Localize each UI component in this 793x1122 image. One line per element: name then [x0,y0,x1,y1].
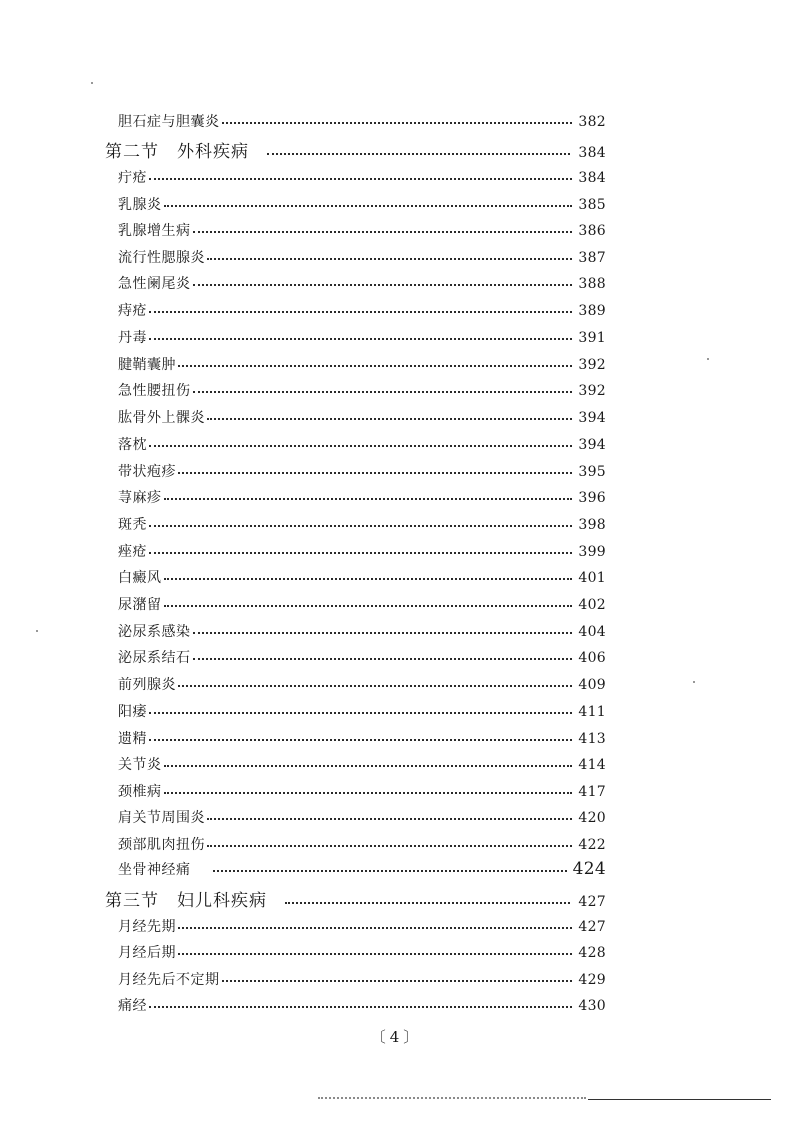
dot-leader [149,996,572,1008]
scan-speck [36,630,38,632]
dot-leader [193,274,573,286]
toc-entry [118,754,606,774]
toc-entry [118,354,606,374]
toc-entry-title: 带状疱疹 [118,464,176,480]
toc-entry [118,995,606,1015]
toc-entry [118,407,606,427]
toc-entry-title: 痔疮 [118,303,147,319]
dot-leader [267,143,570,155]
toc-entry-title: 颈部肌肉扭伤 [118,837,205,853]
toc-entry [118,728,606,748]
dot-leader [149,301,572,313]
dot-leader [149,702,572,714]
toc-entry-title: 丹毒 [118,330,147,346]
toc-entry-page: 401 [578,570,606,586]
toc-section-heading [105,886,606,911]
dot-leader [193,221,573,233]
section-heading-title [105,886,267,911]
toc-entry-title: 关节炎 [118,757,162,773]
dot-leader [149,168,572,180]
toc-entry-page: 384 [578,170,606,186]
dot-leader [285,892,570,904]
dot-leader [164,755,573,767]
dot-leader [213,860,567,872]
toc-entry [118,942,606,962]
toc-entry-page: 422 [578,837,606,853]
toc-entry-page: 388 [578,276,606,292]
toc-entry-title: 乳腺增生病 [118,223,191,239]
dot-leader [222,112,573,124]
toc-entry-page: 395 [578,464,606,480]
toc-entry-title: 尿潴留 [118,597,162,613]
toc-entry-page: 402 [578,597,606,613]
toc-entry [118,111,606,131]
dot-leader [207,408,572,420]
toc-entry [118,541,606,561]
dot-leader [149,515,572,527]
section-number: 第三节 [105,891,159,911]
toc-entry [118,273,606,293]
toc-entry [118,247,606,267]
toc-entry-page: 404 [578,624,606,640]
dot-leader [164,782,573,794]
toc-section-heading [105,137,606,162]
scan-speck [707,358,709,360]
toc-entry [118,701,606,721]
toc-entry-title: 肩关节周围炎 [118,810,205,826]
toc-entry-title: 腱鞘囊肿 [118,357,176,373]
toc-entry-title: 乳腺炎 [118,197,162,213]
toc-entry-page: 411 [578,704,606,720]
toc-entry-title: 落枕 [118,437,147,453]
toc-entry [118,194,606,214]
toc-entry [118,461,606,481]
toc-entry-page: 394 [578,410,606,426]
toc-entry-title: 急性阑尾炎 [118,276,191,292]
toc-entry-title: 荨麻疹 [118,490,162,506]
dot-leader [149,542,572,554]
toc-entry-page: 396 [578,490,606,506]
toc-entry-page: 392 [578,357,606,373]
toc-entry-page: 429 [578,972,606,988]
toc-entry-title: 斑秃 [118,517,147,533]
dot-leader [164,595,573,607]
toc-entry-page: 424 [572,859,606,879]
toc-entry [118,300,606,320]
toc-entry [118,167,606,187]
toc-entry [118,781,606,801]
toc-entry-page: 414 [578,757,606,773]
toc-entry [118,594,606,614]
dot-leader [178,355,572,367]
dot-leader [149,729,572,741]
toc-entry-page: 420 [578,810,606,826]
page-footer [0,1026,793,1047]
dot-leader [178,943,572,955]
toc-entry [118,674,606,694]
toc-entry-title: 流行性腮腺炎 [118,250,205,266]
dot-leader [178,675,572,687]
toc-entry-page: 409 [578,677,606,693]
toc-entry-page: 382 [578,114,606,130]
toc-entry [118,327,606,347]
toc-entry [118,380,606,400]
toc-entry-page: 413 [578,731,606,747]
dot-leader [207,808,572,820]
dot-leader [178,462,572,474]
toc-entry [118,567,606,587]
footer-page-number: 4 [389,1028,404,1046]
section-name: 妇儿科疾病 [177,891,267,911]
section-heading-title [105,137,249,162]
dot-leader [193,381,573,393]
toc-entry-page: 427 [578,919,606,935]
toc-entry [118,621,606,641]
toc-entry-title: 胆石症与胆囊炎 [118,114,220,130]
toc-entry-page: 394 [578,437,606,453]
toc-entry-page: 386 [578,223,606,239]
toc-entry-page: 389 [578,303,606,319]
dot-leader [222,970,573,982]
toc-entry-page: 428 [578,945,606,961]
toc-entry-title: 肱骨外上髁炎 [118,410,205,426]
toc-entry-title: 阳痿 [118,704,147,720]
scan-artifact-dots [318,1097,586,1102]
toc-entry-title: 前列腺炎 [118,677,176,693]
toc-entry-title: 颈椎病 [118,784,162,800]
dot-leader [207,248,572,260]
bottom-rule [588,1099,771,1100]
toc-entry-page: 385 [578,197,606,213]
toc-entry-page: 384 [578,145,606,161]
toc-entry [118,969,606,989]
toc-entry-title: 月经先期 [118,919,176,935]
toc-entry [118,859,606,879]
toc-entry [118,916,606,936]
dot-leader [178,917,572,929]
toc-entry [118,647,606,667]
toc-entry-page: 406 [578,650,606,666]
toc-entry-title: 痤疮 [118,544,147,560]
toc-entry-title: 月经先后不定期 [118,972,220,988]
dot-leader [164,568,573,580]
toc-entry [118,487,606,507]
toc-entry-page: 387 [578,250,606,266]
toc-entry [118,807,606,827]
section-name: 外科疾病 [177,142,249,162]
toc-entry-title: 月经后期 [118,945,176,961]
toc-entry-title: 坐骨神经痛 [118,862,191,878]
toc-entry-page: 430 [578,998,606,1014]
toc-entry-title: 泌尿系结石 [118,650,191,666]
toc-entry-page: 398 [578,517,606,533]
toc-entry-page: 392 [578,383,606,399]
toc-entry-page: 391 [578,330,606,346]
dot-leader [193,622,573,634]
toc-entry-page: 427 [578,894,606,910]
scan-speck [693,681,695,683]
toc-entry-title: 急性腰扭伤 [118,383,191,399]
footer-close-bracket: 〕 [403,1028,423,1046]
toc-entry-title: 遗精 [118,731,147,747]
dot-leader [207,835,572,847]
toc-entry-title: 疔疮 [118,170,147,186]
dot-leader [164,488,573,500]
dot-leader [149,435,572,447]
toc-entry [118,834,606,854]
toc-entry [118,514,606,534]
toc-entry-page: 399 [578,544,606,560]
section-number: 第二节 [105,142,159,162]
scan-speck [91,82,93,84]
toc-entry [118,220,606,240]
footer-open-bracket: 〔 [370,1028,390,1046]
dot-leader [164,195,573,207]
dot-leader [193,648,573,660]
toc-entry-title: 白癜风 [118,570,162,586]
toc-entry-title: 痛经 [118,998,147,1014]
toc-entry-title: 泌尿系感染 [118,624,191,640]
dot-leader [149,328,572,340]
toc-entry-page: 417 [578,784,606,800]
toc-entry [118,434,606,454]
